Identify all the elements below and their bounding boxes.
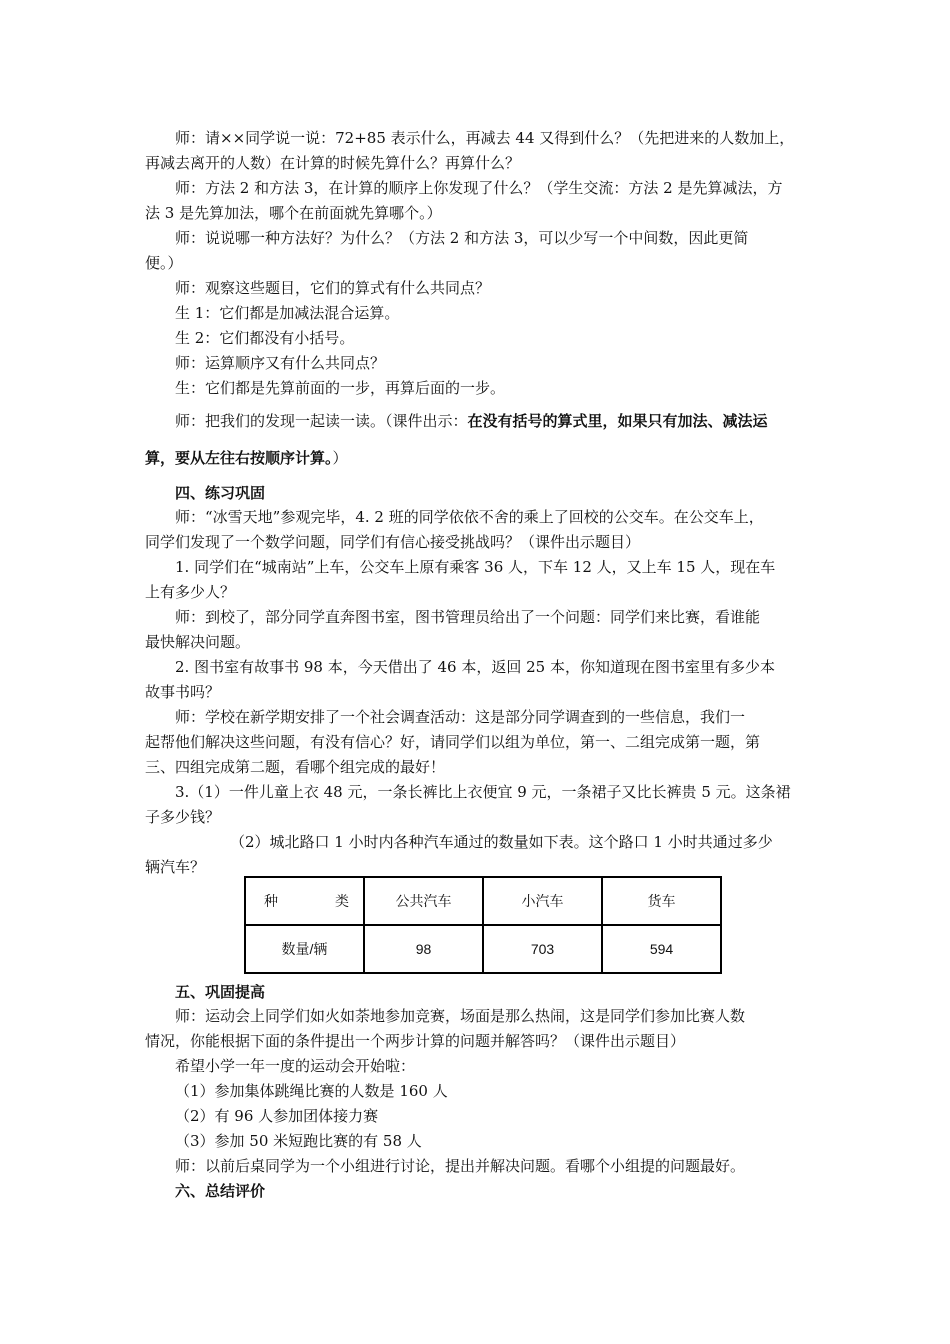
question-line: 上有多少人？	[145, 583, 236, 601]
table-row	[245, 925, 721, 973]
question-line: 子多少钱？	[145, 808, 221, 826]
paragraph-line: 再减去离开的人数）在计算的时候先算什么？再算什么？	[145, 154, 521, 172]
table-cell: 703	[483, 925, 602, 973]
paragraph-line: 同学们发现了一个数学问题，同学们有信心接受挑战吗？（课件出示题目）	[145, 533, 641, 551]
question-line: 1. 同学们在“城南站”上车，公交车上原有乘客 36 人，下车 12 人，又上车 15 人，现在车	[175, 558, 776, 576]
question-line: 2. 图书室有故事书 98 本，今天借出了 46 本，返回 25 本，你知道现在图书室里有多少本	[175, 658, 775, 676]
paragraph-line: 师：以前后桌同学为一个小组进行讨论，提出并解决问题。看哪个小组提的问题最好。	[175, 1157, 746, 1175]
paragraph-line: 便。）	[145, 254, 183, 272]
section-heading: 四、练习巩固	[175, 484, 266, 502]
table-cell: 98	[364, 925, 483, 973]
paragraph-line: 师：运算顺序又有什么共同点？	[175, 354, 386, 372]
table-header-cell: 小汽车	[483, 877, 602, 925]
question-line: （2）城北路口 1 小时内各种汽车通过的数量如下表。这个路口 1 小时共通过多少	[230, 833, 773, 851]
table-header-cell: 种 类	[245, 877, 364, 925]
paragraph-line	[175, 411, 810, 431]
condition-line: （3）参加 50 米短跑比赛的有 58 人	[175, 1132, 422, 1150]
table-header-cell: 货车	[602, 877, 721, 925]
paragraph-line: 生：它们都是先算前面的一步，再算后面的一步。	[175, 379, 506, 397]
paragraph-line: 师：观察这些题目，它们的算式有什么共同点？	[175, 279, 491, 297]
paragraph-line: 师：说说哪一种方法好？为什么？（方法 2 和方法 3，可以少写一个中间数，因此更简	[175, 229, 749, 247]
paragraph-line: 最快解决问题。	[145, 633, 251, 651]
paragraph-line: 师：“冰雪天地”参观完毕，4. 2 班的同学依依不舍的乘上了回校的公交车。在公交车上，	[175, 508, 764, 526]
section-heading: 五、巩固提高	[175, 983, 266, 1001]
paragraph-line: 生 1：它们都是加减法混合运算。	[175, 304, 400, 322]
table-cell: 594	[602, 925, 721, 973]
question-line: 故事书吗？	[145, 683, 221, 701]
paragraph-line: 三、四组完成第二题，看哪个组完成的最好！	[145, 758, 446, 776]
paragraph-line: 师：到校了，部分同学直奔图书室，图书管理员给出了一个问题：同学们来比赛，看谁能	[175, 608, 761, 626]
table-header-cell: 公共汽车	[364, 877, 483, 925]
paragraph-line: 法 3 是先算加法，哪个在前面就先算哪个。）	[145, 204, 442, 222]
table-header-row	[245, 877, 721, 925]
paragraph-line: 师：学校在新学期安排了一个社会调查活动：这是部分同学调查到的一些信息，我们一	[175, 708, 746, 726]
paragraph-line: 起帮他们解决这些问题，有没有信心？好，请同学们以组为单位，第一、二组完成第一题，第	[145, 733, 761, 751]
table-cell: 数量/辆	[245, 925, 364, 973]
paragraph-line	[145, 448, 810, 468]
bold-text: 在没有括号的算式里，如果只有加法、减法运	[467, 412, 768, 430]
section-heading: 六、总结评价	[175, 1182, 266, 1200]
condition-line: （2）有 96 人参加团体接力赛	[175, 1107, 379, 1125]
question-line: 辆汽车？	[145, 858, 206, 876]
question-line: 3.（1）一件儿童上衣 48 元，一条长裤比上衣便宜 9 元，一条裙子又比长裤贵 5 元。这条裙	[175, 783, 791, 801]
normal-text: 师：把我们的发现一起读一读。（课件出示：	[175, 412, 468, 430]
condition-line: （1）参加集体跳绳比赛的人数是 160 人	[175, 1082, 448, 1100]
paragraph-line: 师：请××同学说一说：72+85 表示什么，再减去 44 又得到什么？（先把进来的人数加上，	[175, 129, 795, 147]
paragraph-line: 生 2：它们都没有小括号。	[175, 329, 355, 347]
paragraph-line: 师：运动会上同学们如火如荼地参加竞赛，场面是那么热闹，这是同学们参加比赛人数	[175, 1007, 746, 1025]
paragraph-line: 师：方法 2 和方法 3，在计算的顺序上你发现了什么？（学生交流：方法 2 是先算减法，方	[175, 179, 783, 197]
paragraph-line: 希望小学一年一度的运动会开始啦：	[175, 1057, 416, 1075]
vehicle-count-table	[244, 876, 722, 974]
paragraph-line: 情况，你能根据下面的条件提出一个两步计算的问题并解答吗？（课件出示题目）	[145, 1032, 686, 1050]
normal-text: ）	[332, 449, 348, 467]
bold-text: 算，要从左往右按顺序计算。	[145, 449, 333, 467]
